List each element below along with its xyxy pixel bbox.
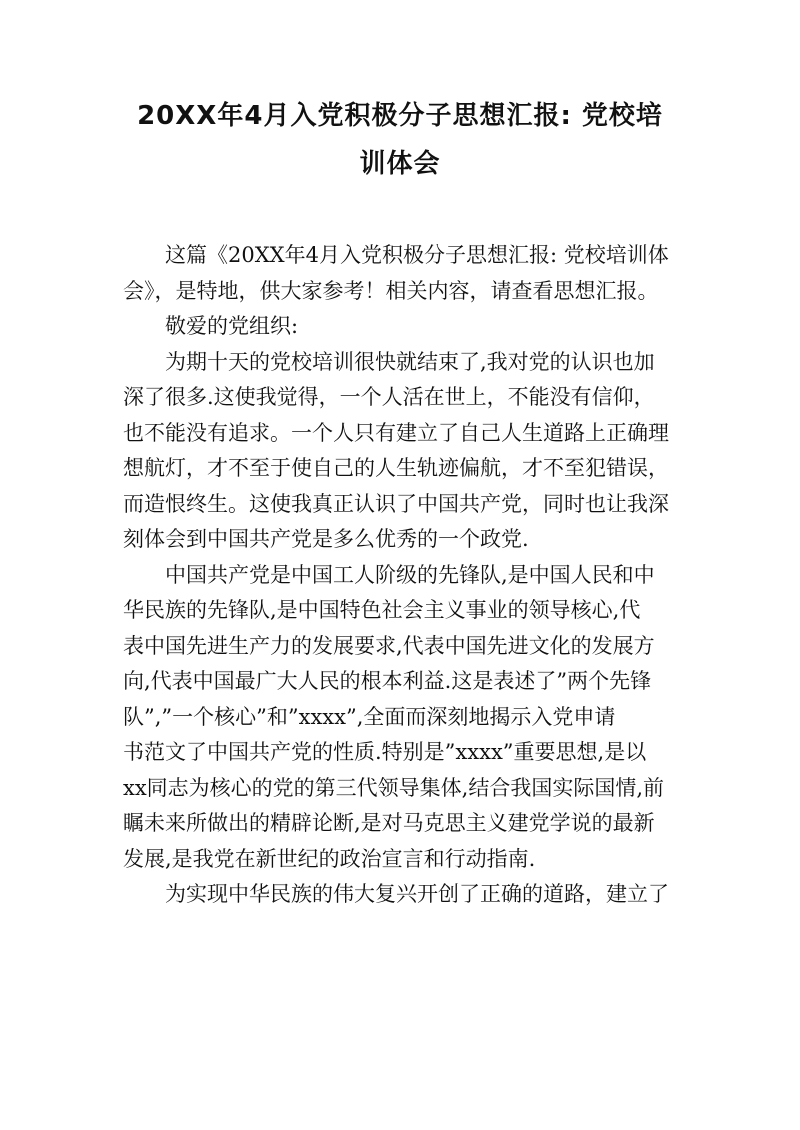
text-line: 为期十天的党校培训很快就结束了,我对党的认识也加 [165,349,655,374]
text-line: 想航灯，才不至于使自己的人生轨迹偏航，才不至犯错误， [123,456,669,480]
text-line: 队”,”一个核心”和”xxxx”,全面而深刻地揭示入党申请 [123,704,616,729]
text-line: 为实现中华民族的伟大复兴开创了正确的道路，建立了 [165,882,669,906]
document-body [123,238,683,913]
text-line: 发展,是我党在新世纪的政治宣言和行动指南. [123,846,536,871]
text-line: 这篇《20XX年4月入党积极分子思想汇报: 党校培训体 [165,243,669,267]
paragraph-intro [123,238,683,309]
text-line: 也不能没有追求。一个人只有建立了自己人生道路上正确理 [123,420,669,445]
text-line: 中国共产党是中国工人阶级的先锋队,是中国人民和中 [165,562,655,587]
paragraph-body-3 [123,877,683,913]
document-title [100,92,700,188]
text-line: 深了很多.这使我觉得，一个人活在世上，不能没有信仰， [123,385,655,409]
paragraph-body-2 [123,558,683,878]
text-line: 而造恨终生。这使我真正认识了中国共产党，同时也让我深 [123,491,669,516]
text-line: 敬爱的党组织: [165,314,299,338]
title-line-1: 20XX年4月入党积极分子思想汇报: 党校培 [137,101,663,131]
text-line: 书范文了中国共产党的性质.特别是”xxxx”重要思想,是以 [123,740,647,764]
text-line: 向,代表中国最广大人民的根本利益.这是表述了”两个先锋 [123,669,652,693]
paragraph-salutation [123,309,683,345]
title-line-2: 训体会 [359,149,441,179]
text-line: 刻体会到中国共产党是多么优秀的一个政党. [123,527,529,551]
text-line: 表中国先进生产力的发展要求,代表中国先进文化的发展方 [123,633,655,658]
text-line: xx同志为核心的党的第三代领导集体,结合我国实际国情,前 [123,775,665,800]
text-line: 华民族的先锋队,是中国特色社会主义事业的领导核心,代 [123,598,641,622]
paragraph-body-1 [123,345,683,558]
text-line: 会》，是特地，供大家参考！相关内容，请查看思想汇报。 [123,278,659,303]
text-line: 瞩未来所做出的精辟论断,是对马克思主义建党学说的最新 [123,811,655,835]
